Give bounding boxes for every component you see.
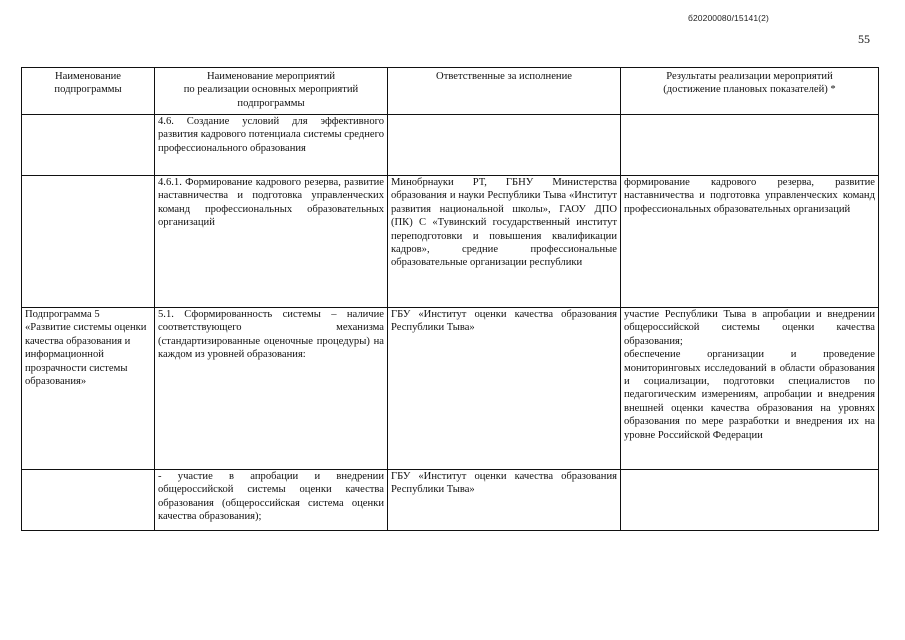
cell-results: участие Республики Тыва в апробации и внедрении общероссийской системы оценки качества образования; обеспечение организации и проведение мониторинговых исследований в области образования и социализации, подготовки специалистов по педагогическим измерениям, апробации и внедрения внешней оценки качества образования на уровнях образования по мере разработки и внедрения их на уровне Российской Федерации	[621, 308, 879, 470]
cell-subprogram	[22, 115, 155, 176]
table-header-row	[22, 68, 879, 115]
cell-activity: 4.6. Создание условий для эффективного развития кадрового потенциала системы среднего профессионального образования	[155, 115, 388, 176]
cell-subprogram: Подпрограмма 5 «Развитие системы оценки качества образования и информационной прозрачности системы образования»	[22, 308, 155, 470]
cell-results	[621, 470, 879, 531]
table-row	[22, 470, 879, 531]
table-row	[22, 115, 879, 176]
column-header-responsible: Ответственные за исполнение	[388, 68, 621, 115]
document-code: б20200080/15141(2)	[688, 13, 769, 23]
cell-results	[621, 115, 879, 176]
cell-subprogram	[22, 176, 155, 308]
column-header-results: Результаты реализации мероприятий (достижение плановых показателей) *	[621, 68, 879, 115]
cell-activity: 5.1. Сформированность системы – наличие соответствующего механизма (стандартизированные оценочные процедуры) на каждом из уровней образования:	[155, 308, 388, 470]
cell-responsible: Минобрнауки РТ, ГБНУ Министерства образования и науки Республики Тыва «Институт развития национальной школы», ГАОУ ДПО (ПК) С «Тувинский государственный институт переподготовки и повышения квалификации кадров», средние профессиональные образовательные организации республики	[388, 176, 621, 308]
cell-activity: 4.6.1. Формирование кадрового резерва, развитие наставничества и подготовка управленческих команд профессиональных образовательных организаций	[155, 176, 388, 308]
cell-responsible: ГБУ «Институт оценки качества образования Республики Тыва»	[388, 470, 621, 531]
cell-activity: - участие в апробации и внедрении общероссийской системы оценки качества образования (общероссийская система оценки качества образования);	[155, 470, 388, 531]
cell-responsible	[388, 115, 621, 176]
cell-subprogram	[22, 470, 155, 531]
page-number: 55	[858, 32, 870, 46]
activities-table	[21, 67, 879, 531]
column-header-activities: Наименование мероприятий по реализации основных мероприятий подпрограммы	[155, 68, 388, 115]
cell-results: формирование кадрового резерва, развитие наставничества и подготовка управленческих команд профессиональных образовательных организаций	[621, 176, 879, 308]
table-row	[22, 308, 879, 470]
column-header-subprogram: Наименование подпрограммы	[22, 68, 155, 115]
cell-responsible: ГБУ «Институт оценки качества образования Республики Тыва»	[388, 308, 621, 470]
table-row	[22, 176, 879, 308]
